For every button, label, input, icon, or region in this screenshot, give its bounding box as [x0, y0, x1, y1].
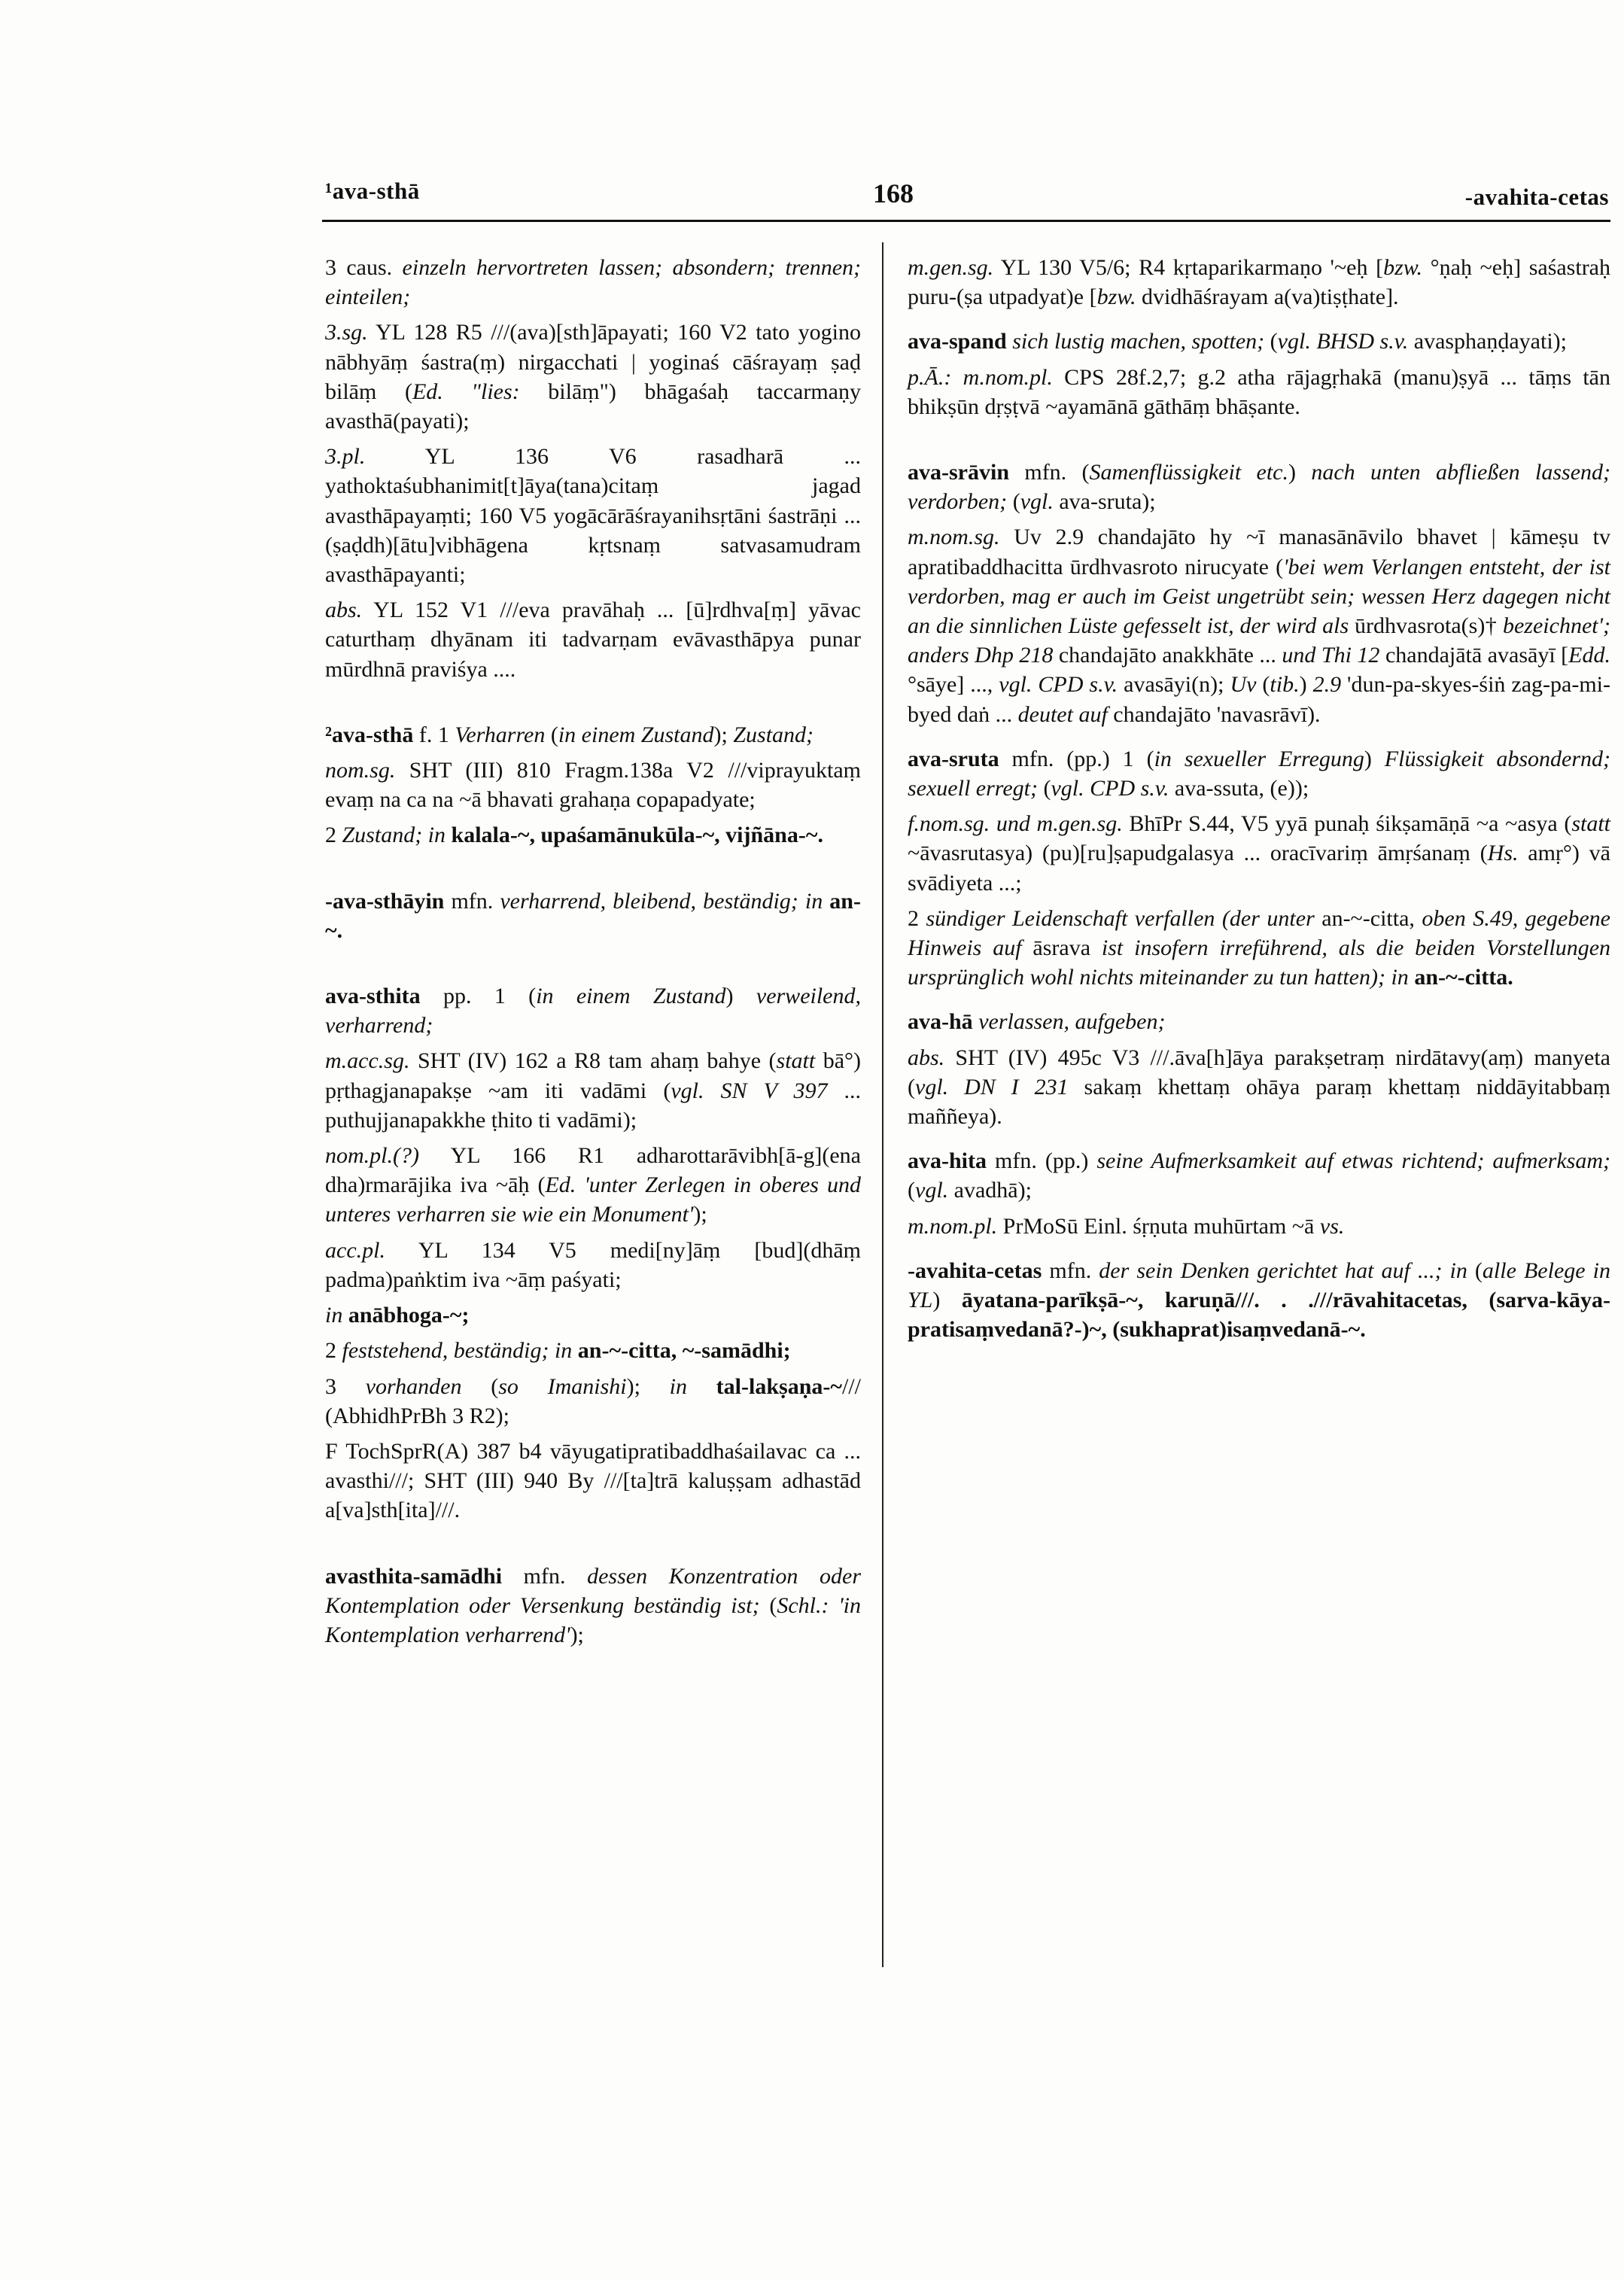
dictionary-entry — [908, 1212, 1610, 1241]
italic-text: vgl. BHSD s.v. — [1277, 329, 1409, 354]
italic-text: Ed. "lies: — [412, 379, 520, 404]
dictionary-entry — [325, 442, 861, 589]
entry-text: bā°) pṛthagjanapakṣe ~am iti vadāmi ( — [325, 1048, 861, 1103]
italic-text: verweilend, verharrend; — [325, 984, 861, 1039]
dictionary-entry — [908, 1043, 1610, 1132]
headword: āyatana-parīkṣā-~, karuṇā///. . .///rāvahitacetas, (sarva-kāya-pratisaṃvedanā?-)~, (sukhaprat)isaṃvedanā-~. — [908, 1288, 1610, 1343]
dictionary-entry — [325, 1046, 861, 1135]
italic-text: Ed. 'unter Zerlegen in oberes und unteres verharren sie wie ein Monument' — [325, 1172, 861, 1227]
headword: ava-sthita — [325, 984, 421, 1009]
headword: ²ava-sthā — [325, 722, 414, 747]
italic-text: in sexueller Erregung — [1154, 746, 1364, 771]
italic-text: 3.pl. — [325, 444, 366, 470]
entry-text: ( — [1037, 776, 1051, 801]
entry-text: 'dun-pa-skyes-śiṅ zag-pa-mi-byed daṅ ... — [908, 672, 1610, 727]
italic-text: in — [669, 1373, 687, 1399]
dictionary-entry — [325, 981, 861, 1040]
italic-text: sündiger Leidenschaft verfallen (der unter — [926, 905, 1315, 931]
entry-text: avasphaṇḍayati); — [1408, 329, 1567, 354]
entry-text: YL 130 V5/6; R4 kṛtaparikarmaṇo '~eḥ [ — [993, 255, 1384, 280]
italic-text: in einem Zustand — [536, 984, 726, 1009]
italic-text: vorhanden — [365, 1373, 462, 1399]
column-divider — [882, 242, 883, 1967]
italic-text: der sein Denken gerichtet hat auf ...; in — [1099, 1258, 1467, 1283]
italic-text: Flüssigkeit absondernd; sexuell erregt; — [908, 746, 1611, 801]
dictionary-entry — [325, 1437, 861, 1525]
entry-text: ); — [570, 1622, 584, 1647]
header-rule — [322, 220, 1610, 222]
dictionary-entry — [325, 1300, 861, 1330]
page-number: 168 — [873, 178, 914, 208]
entry-text: ) — [725, 984, 756, 1009]
dictionary-entry — [325, 595, 861, 684]
entry-text: pp. 1 ( — [420, 984, 537, 1009]
italic-text: verlassen, aufgeben; — [978, 1009, 1166, 1035]
entry-text: ); — [626, 1373, 670, 1399]
dictionary-entry — [325, 720, 861, 750]
dictionary-entry — [908, 904, 1610, 993]
running-head-right: -avahita-cetas — [1464, 184, 1609, 210]
dictionary-entry — [325, 1236, 861, 1294]
italic-text: und Thi 12 — [1282, 643, 1380, 668]
italic-text: f.nom.sg. und m.gen.sg. — [908, 811, 1123, 837]
dictionary-entry — [325, 1336, 861, 1365]
entry-text: mfn. (pp.) 1 ( — [999, 746, 1154, 771]
entry-text: chandajāto anakkhāte ... — [1053, 643, 1282, 668]
headword: ava-srāvin — [908, 460, 1009, 485]
italic-text: Edd. — [1568, 643, 1610, 668]
headword: kalala-~, upaśamānukūla-~, vijñāna-~. — [446, 823, 823, 848]
italic-text: m.acc.sg. — [325, 1048, 410, 1074]
italic-text: bzw. — [1383, 255, 1423, 280]
italic-text: bzw. — [1096, 284, 1136, 310]
entry-text: an-~-citta, — [1314, 905, 1422, 931]
entry-text: F TochSprR(A) 387 b4 vāyugatipratibaddhaśailavac ca ... avasthi///; SHT (III) 940 By ///[ta]trā kaluṣṣam adhastād a[va]sth[ita]///. — [325, 1438, 861, 1523]
dictionary-entry — [325, 318, 861, 436]
italic-text: Schl.: 'in Kontemplation verharrend' — [325, 1592, 861, 1647]
dictionary-entry — [325, 253, 861, 312]
entry-text: ( — [908, 1178, 915, 1203]
italic-text: Zustand; in — [342, 823, 446, 848]
dictionary-entry — [908, 458, 1610, 516]
entry-text: mfn. — [444, 888, 500, 914]
entry-text: ( — [1264, 329, 1278, 354]
italic-text: nom.pl.(?) — [325, 1143, 419, 1169]
entry-text: ); — [693, 1202, 707, 1227]
italic-text: dessen Konzentration oder Kontemplation oder Versenkung beständig ist; — [325, 1563, 861, 1618]
running-head-left: ¹ava-sthā — [325, 178, 420, 204]
entry-text: YL 136 V6 rasadharā ... yathoktaśubhanimit[t]āya(tana)citaṃ jagad avasthāpayaṃti; 160 V5 yogācārāśrayanihsṛtāni śastrāṇi ... (ṣaḍdh)[ātu]vibhāgena kṛtsnaṃ satvasamudram avasthāpayanti; — [325, 444, 861, 588]
entry-text: avasāyi(n); — [1118, 672, 1230, 698]
dictionary-entry — [325, 887, 861, 945]
italic-text: 'bei wem Verlangen entsteht, der ist verdorben, mag er auch im Geist ungetrübt sein; wessen Herz dagegen nicht an die sinnlichen Lüste gefesselt ist, der wird als — [908, 554, 1610, 639]
dictionary-entry — [325, 820, 861, 850]
dictionary-entry — [908, 1146, 1610, 1205]
italic-text: verharrend, bleibend, beständig; in — [500, 888, 823, 914]
dictionary-entry — [908, 809, 1610, 898]
entry-text: ... puthujjanapakkhe ṭhito ti vadāmi); — [325, 1078, 862, 1133]
entry-text: ) — [1299, 672, 1313, 698]
entry-text: ( — [1467, 1258, 1483, 1283]
entry-text: SHT (III) 810 Fragm.138a V2 ///viprayuktaṃ evaṃ na ca na ~ā bhavati grahaṇa copapadyate; — [325, 758, 861, 813]
headword: anābhoga-~; — [342, 1303, 470, 1328]
entry-text: ( — [1256, 672, 1270, 698]
right-column — [908, 253, 1610, 1351]
entry-text: Uv 2.9 chandajāto hy ~ī manasānāvilo bhavet | kāmeṣu tv apratibaddhacitta ūrdhvasroto nirucyate ( — [908, 525, 1610, 579]
italic-text: Zustand; — [733, 722, 814, 747]
italic-text: nach unten abfließen lassend; verdorben; — [908, 460, 1610, 515]
entry-text: ūrdhvasrota(s)† — [1349, 613, 1503, 639]
entry-text: ava-ssuta, (e)); — [1169, 776, 1309, 801]
entry-text: ) — [1288, 460, 1312, 485]
italic-text: 2.9 — [1312, 672, 1342, 698]
dictionary-entry — [325, 1141, 861, 1230]
dictionary-entry — [908, 253, 1610, 312]
italic-text: in einem Zustand — [558, 722, 714, 747]
entry-text: 2 — [908, 905, 926, 931]
entry-text: mfn. ( — [1009, 460, 1090, 485]
dictionary-entry — [908, 744, 1610, 803]
entry-text: avadhā); — [948, 1178, 1032, 1203]
entry-text: ( — [759, 1592, 777, 1618]
italic-text: deutet auf — [1017, 701, 1108, 727]
entry-text: 2 — [325, 1338, 342, 1364]
headword: ava-hita — [908, 1148, 987, 1174]
italic-text: sich lustig machen, spotten; — [1012, 329, 1265, 354]
entry-text: BhīPr S.44, V5 yyā punaḥ śikṣamāṇā ~a ~asya ( — [1122, 811, 1572, 837]
italic-text: Hs. — [1487, 841, 1519, 866]
entry-text: /// (AbhidhPrBh 3 R2); — [325, 1373, 861, 1428]
italic-text: m.gen.sg. — [908, 255, 994, 280]
entry-text: sakaṃ khettaṃ ohāya paraṃ khettaṃ niddāyitabbaṃ maññeya). — [908, 1074, 1610, 1130]
entry-text: amṛ°) vā svādiyeta ...; — [908, 841, 1610, 896]
italic-text: tib. — [1270, 672, 1300, 698]
dictionary-entry — [908, 1256, 1610, 1345]
italic-text: vs. — [1319, 1213, 1345, 1239]
entry-text: YL 166 R1 adharottarāvibh[ā-g](ena dha)rmarājika iva ~āḥ ( — [325, 1143, 861, 1198]
italic-text: Verharren — [455, 722, 546, 747]
entry-text: mfn. — [1042, 1258, 1099, 1283]
entry-text: SHT (IV) 495c V3 ///.āva[h]āya parakṣetraṃ nirdātavy(aṃ) manyeta ( — [908, 1045, 1610, 1099]
entry-text: 2 — [325, 823, 342, 848]
italic-text: ist insofern irreführend, als die beiden Vorstellungen ursprünglich wohl nichts miteinander zu tun hatten); in — [908, 935, 1611, 990]
italic-text: so Imanishi — [498, 1373, 627, 1399]
entry-text: ~āvasrutasya) (pu)[ru]ṣapudgalasya ... oracīvariṃ āmṛśanaṃ ( — [908, 841, 1488, 866]
page-header — [0, 0, 1624, 226]
entry-text: ); — [713, 722, 734, 747]
headword: -avahita-cetas — [908, 1258, 1042, 1283]
headword: avasthita-samādhi — [325, 1563, 503, 1589]
italic-text: m.nom.sg. — [908, 525, 1000, 550]
italic-text: statt — [776, 1048, 816, 1074]
italic-text: vgl. — [1020, 489, 1054, 515]
entry-text: ) — [1364, 746, 1385, 771]
italic-text: abs. — [908, 1045, 945, 1070]
italic-text: acc.pl. — [325, 1237, 385, 1263]
entry-text: āsrava — [1021, 935, 1102, 961]
headword: tal-lakṣaṇa-~ — [686, 1373, 842, 1399]
entry-text: f. 1 — [413, 722, 455, 747]
entry-text: YL 134 V5 medi[ny]āṃ [bud](dhāṃ padma)paṅktim iva ~āṃ paśyati; — [325, 1237, 861, 1292]
entry-text: mfn. (pp.) — [987, 1148, 1097, 1174]
entry-text: chandajātā avasāyī [ — [1379, 643, 1569, 668]
italic-text: alle Belege in YL — [908, 1258, 1610, 1313]
headword: ava-hā — [908, 1009, 973, 1035]
entry-text: °sāye] ..., — [908, 672, 999, 698]
headword: an-~. — [325, 888, 861, 943]
headword: an-~-citta. — [1408, 965, 1513, 990]
entry-text: 3 — [325, 1373, 366, 1399]
italic-text: in — [325, 1303, 343, 1328]
italic-text: Samenflüssigkeit etc. — [1089, 460, 1288, 485]
entry-text: ) — [932, 1288, 962, 1313]
entry-text: YL 152 V1 ///eva pravāhaḥ ... [ū]rdhva[ṃ] yāvac caturthaṃ dhyānam iti tadvarṇam evāvasthāpya punar mūrdhnā praviśya .... — [325, 598, 861, 682]
italic-text: seine Aufmerksamkeit auf etwas richtend; aufmerksam; — [1096, 1148, 1610, 1174]
entry-text: 3 caus. — [325, 255, 403, 280]
dictionary-entry — [325, 1562, 861, 1650]
headword: ava-sruta — [908, 746, 999, 771]
italic-text: 3.sg. — [325, 320, 368, 345]
dictionary-entry — [908, 327, 1610, 356]
entry-text: ava-sruta); — [1053, 489, 1156, 515]
italic-text: statt — [1571, 811, 1610, 837]
italic-text: vgl. CPD s.v. — [1051, 776, 1169, 801]
entry-text: ( — [545, 722, 558, 747]
italic-text: einzeln hervortreten lassen; absondern; trennen; einteilen; — [325, 255, 861, 310]
entry-text: CPS 28f.2,7; g.2 atha rājagṛhakā (manu)ṣyā ... tāṃs tān bhikṣūn dṛṣṭvā ~ayamānā gāthāṃ bhāṣante. — [908, 364, 1611, 419]
dictionary-entry — [908, 522, 1610, 728]
italic-text: vgl. SN V 397 — [671, 1078, 828, 1103]
italic-text: abs. — [325, 598, 363, 623]
entry-text: bilāṃ") bhāgaśaḥ taccarmaṇy avasthā(payati); — [325, 379, 861, 434]
italic-text: feststehend, beständig; in — [342, 1338, 573, 1364]
dictionary-entry — [908, 363, 1610, 421]
dictionary-entry — [325, 1372, 861, 1431]
dictionary-entry — [325, 756, 861, 814]
entry-text: dvidhāśrayam a(va)tiṣṭhate]. — [1136, 284, 1399, 310]
entry-text: SHT (IV) 162 a R8 tam ahaṃ bahye ( — [409, 1048, 777, 1074]
entry-text: PrMoSū Einl. śṛṇuta muhūrtam ~ā — [997, 1213, 1320, 1239]
italic-text: bezeichnet'; anders Dhp 218 — [908, 613, 1610, 668]
italic-text: vgl. CPD s.v. — [999, 672, 1118, 698]
entry-text: ( — [461, 1373, 499, 1399]
headword: an-~-citta, ~-samādhi; — [572, 1338, 791, 1364]
entry-text: chandajāto 'navasrāvī). — [1107, 701, 1321, 727]
italic-text: nom.sg. — [325, 758, 396, 783]
italic-text: vgl. DN I 231 — [915, 1074, 1069, 1099]
italic-text: m.nom.pl. — [908, 1213, 998, 1239]
entry-text: ( — [1007, 489, 1020, 515]
italic-text: oben S.49, gegebene Hinweis auf — [908, 905, 1610, 961]
italic-text: Uv — [1230, 672, 1257, 698]
dictionary-entry — [908, 1007, 1610, 1036]
entry-text: YL 128 R5 ///(ava)[sth]āpayati; 160 V2 tato yogino nābhyāṃ śastra(ṃ) nirgacchati | yoginaś cāśrayaṃ ṣaḍ bilāṃ ( — [325, 320, 861, 404]
entry-text: mfn. — [502, 1563, 588, 1589]
left-column — [325, 253, 861, 1656]
italic-text: vgl. — [915, 1178, 949, 1203]
headword: -ava-sthāyin — [325, 888, 445, 914]
italic-text: p.Ā.: m.nom.pl. — [908, 364, 1053, 390]
entry-text: °ṇaḥ ~eḥ] saśastraḥ puru-(ṣa utpadyat)e [ — [908, 255, 1610, 310]
headword: ava-spand — [908, 329, 1007, 354]
